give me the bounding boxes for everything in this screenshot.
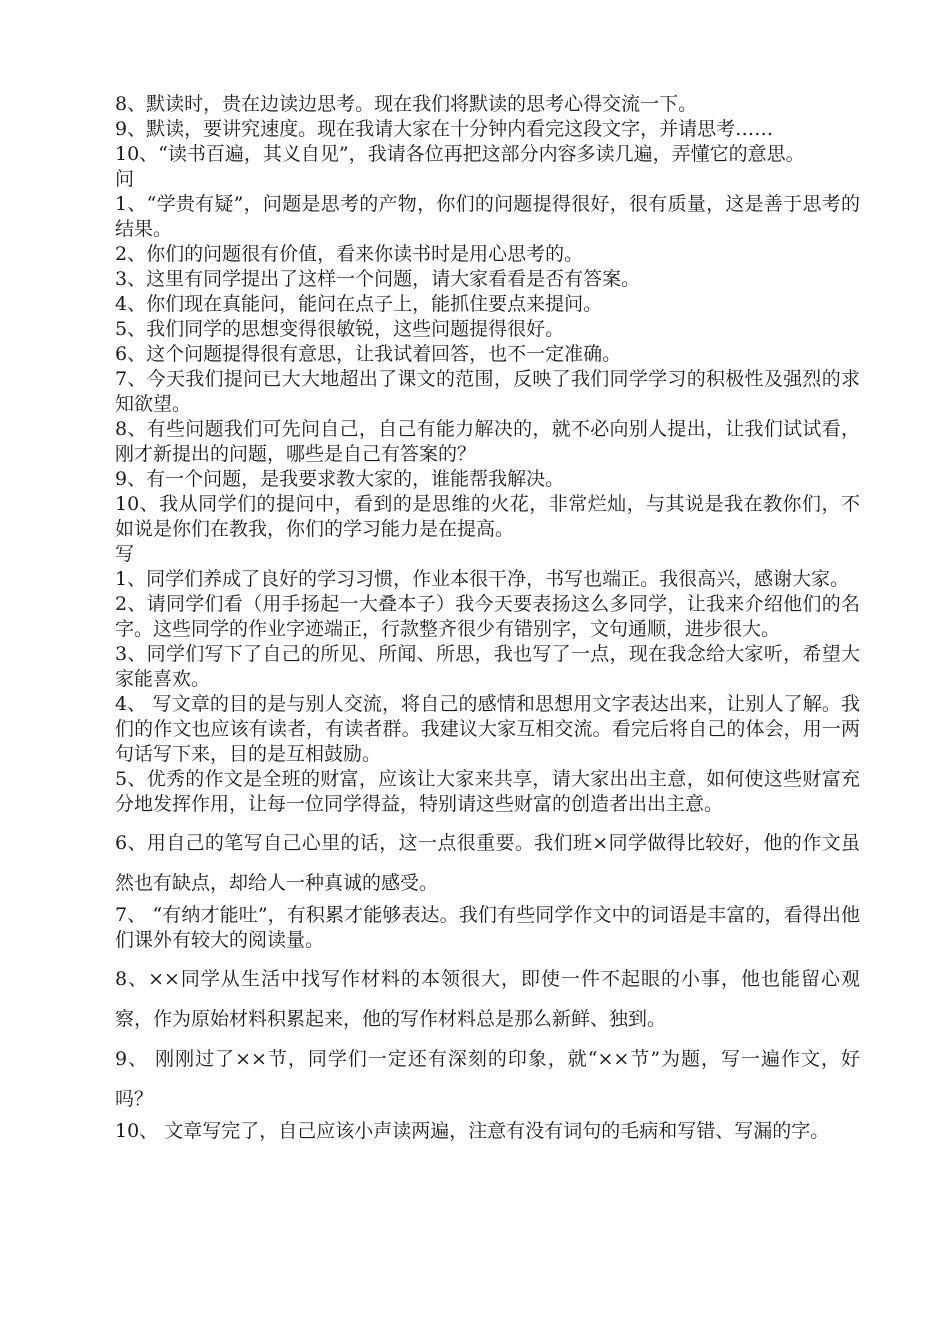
write-item-5: 5、优秀的作文是全班的财富，应该让大家来共享，请大家出出主意，如何使这些财富充分地发挥作用，让每一位同学得益，特别请这些财富的创造者出出主意。 bbox=[115, 768, 860, 815]
write-item-4: 4、 写文章的目的是与别人交流，将自己的感情和思想用文字表达出来，让别人了解。我们的作文也应该有读者，有读者群。我建议大家互相交流。看完后将自己的体会，用一两句话写下来，目的是互相鼓励。 bbox=[115, 693, 860, 765]
write-item-1: 1、同学们养成了良好的学习习惯，作业本很干净，书写也端正。我很高兴，感谢大家。 bbox=[115, 568, 850, 590]
ask-item-5: 5、我们同学的思想变得很敏锐，这些问题提得很好。 bbox=[115, 318, 565, 340]
document-page bbox=[115, 92, 860, 1144]
ask-item-9: 9、有一个问题，是我要求教大家的，谁能帮我解决。 bbox=[115, 468, 565, 490]
write-item-7: 7、 “有纳才能吐”，有积累才能够表达。我们有些同学作文中的词语是丰富的，看得出他们课外有较大的阅读量。 bbox=[115, 904, 860, 951]
write-item-9: 9、 刚刚过了××节，同学们一定还有深刻的印象，就“××节”为题，写一遍作文，好吗？ bbox=[115, 1048, 860, 1110]
write-item-6: 6、用自己的笔写自己心里的话，这一点很重要。我们班×同学做得比较好，他的作文虽然也有缺点，却给人一种真诚的感受。 bbox=[115, 832, 860, 894]
section-heading-write: 写 bbox=[115, 543, 135, 565]
ask-item-8: 8、有些问题我们可先问自己，自己有能力解决的，就不必向别人提出，让我们试试看，刚才新提出的问题，哪些是自己有答案的？ bbox=[115, 418, 860, 465]
ask-item-6: 6、这个问题提得很有意思，让我试着回答，也不一定准确。 bbox=[115, 343, 622, 365]
ask-item-1: 1、“学贵有疑”，问题是思考的产物，你们的问题提得很好，很有质量，这是善于思考的结果。 bbox=[115, 193, 860, 240]
write-item-10: 10、 文章写完了，自己应该小声读两遍，注意有没有词句的毛病和写错、写漏的字。 bbox=[115, 1120, 830, 1142]
ask-item-7: 7、今天我们提问已大大地超出了课文的范围，反映了我们同学学习的积极性及强烈的求知欲望。 bbox=[115, 368, 860, 415]
read-item-9: 9、默读，要讲究速度。现在我请大家在十分钟内看完这段文字，并请思考…… bbox=[115, 118, 774, 140]
ask-item-4: 4、你们现在真能问，能问在点子上，能抓住要点来提问。 bbox=[115, 293, 603, 315]
ask-item-3: 3、这里有同学提出了这样一个问题，请大家看看是否有答案。 bbox=[115, 268, 641, 290]
write-item-3: 3、同学们写下了自己的所见、所闻、所思，我也写了一点，现在我念给大家听，希望大家能喜欢。 bbox=[115, 643, 860, 690]
read-item-10: 10、“读书百遍，其义自见”，我请各位再把这部分内容多读几遍，弄懂它的意思。 bbox=[115, 143, 805, 165]
write-item-8: 8、××同学从生活中找写作材料的本领很大，即使一件不起眼的小事，他也能留心观察，作为原始材料积累起来，他的写作材料总是那么新鲜、独到。 bbox=[115, 968, 860, 1030]
ask-item-10: 10、我从同学们的提问中，看到的是思维的火花，非常烂灿，与其说是我在教你们，不如说是你们在教我，你们的学习能力是在提高。 bbox=[115, 493, 860, 540]
write-item-2: 2、请同学们看（用手扬起一大叠本子）我今天要表扬这么多同学，让我来介绍他们的名字。这些同学的作业字迹端正，行款整齐很少有错别字，文句通顺，进步很大。 bbox=[115, 593, 860, 640]
section-heading-ask: 问 bbox=[115, 168, 135, 190]
ask-item-2: 2、你们的问题很有价值，看来你读书时是用心思考的。 bbox=[115, 243, 584, 265]
read-item-8: 8、默读时，贵在边读边思考。现在我们将默读的思考心得交流一下。 bbox=[115, 93, 698, 115]
